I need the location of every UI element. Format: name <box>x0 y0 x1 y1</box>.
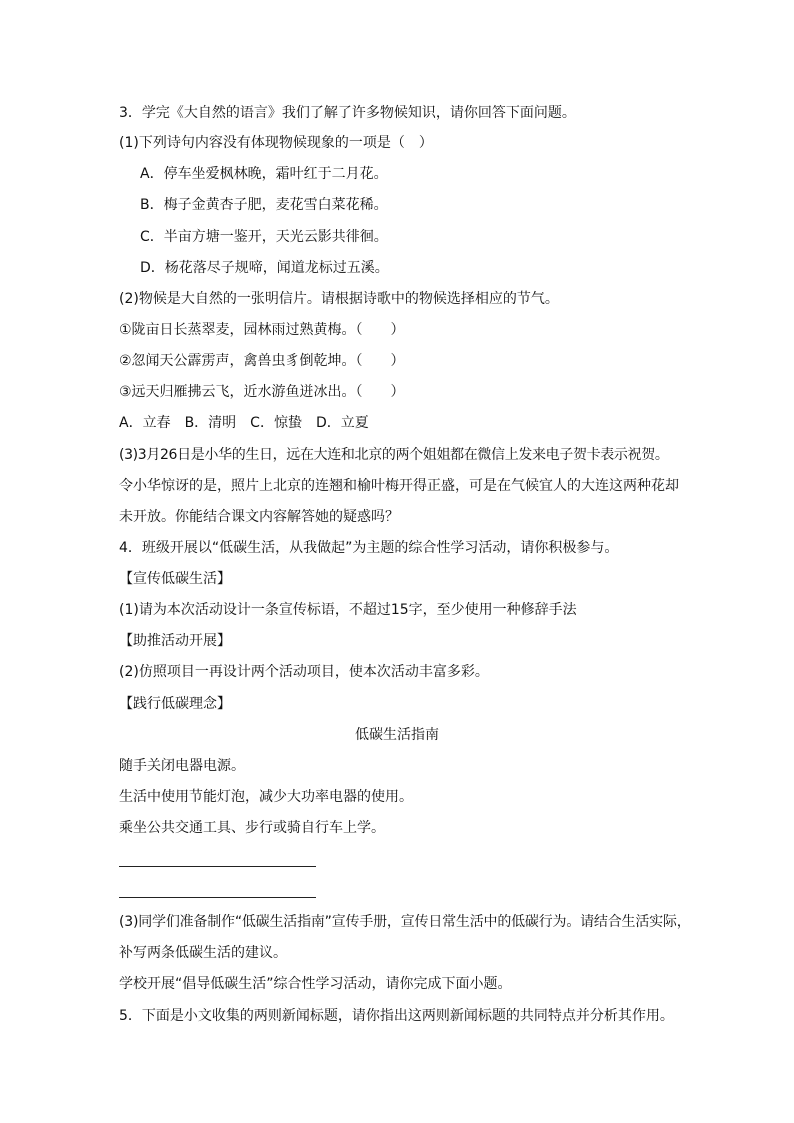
q3-sub1-stem: (1)下列诗句内容没有体现物候现象的一项是（ ） <box>119 135 433 151</box>
q3-sub3-line-1: (3)3月26日是小华的生日，远在大连和北京的两个姐姐都在微信上发来电子贺卡表示祝贺。 <box>119 447 669 463</box>
q3-sub2-item-2: ②忽闻天公霹雳声，禽兽虫豸倒乾坤。（ ） <box>119 353 405 369</box>
q4-title: 4．班级开展以“低碳生活，从我做起”为主题的综合性学习活动，请你积极参与。 <box>119 540 619 556</box>
q4-sub1: (1)请为本次活动设计一条宣传标语，不超过15字，至少使用一种修辞手法 <box>119 602 577 618</box>
guide-item-1: 随手关闭电器电源。 <box>119 758 245 774</box>
answer-blank-line-2 <box>119 897 316 898</box>
answer-blank-line-1 <box>119 866 316 867</box>
q4-sub3-line-2: 补写两条低碳生活的建议。 <box>119 945 287 961</box>
q4-section-activity: 【助推活动开展】 <box>119 633 231 649</box>
q3-option-d: D．杨花落尽子规啼，闻道龙标过五溪。 <box>140 260 389 276</box>
q4-section-promote: 【宣传低碳生活】 <box>119 571 231 587</box>
q4-sub2: (2)仿照项目一再设计两个活动项目，使本次活动丰富多彩。 <box>119 664 489 680</box>
q3-sub3-line-3: 未开放。你能结合课文内容解答她的疑惑吗？ <box>119 509 399 525</box>
q3-sub2-choices: A．立春 B．清明 C．惊蛰 D．立夏 <box>119 415 369 431</box>
q3-title: 3．学完《大自然的语言》我们了解了许多物候知识，请你回答下面问题。 <box>119 105 576 121</box>
q3-sub2-item-3: ③远天归雁拂云飞，近水游鱼迸冰出。（ ） <box>119 384 405 400</box>
q3-sub2-stem: (2)物候是大自然的一张明信片。请根据诗歌中的物候选择相应的节气。 <box>119 291 559 307</box>
q4-section-practice: 【践行低碳理念】 <box>119 696 231 712</box>
q3-option-c: C．半亩方塘一鉴开，天光云影共徘徊。 <box>140 229 388 245</box>
q3-option-b: B．梅子金黄杏子肥，麦花雪白菜花稀。 <box>140 197 388 213</box>
q4-sub3-line-1: (3)同学们准备制作“低碳生活指南”宣传手册，宣传日常生活中的低碳行为。请结合生活实际， <box>119 914 691 930</box>
q3-sub2-item-1: ①陇亩日长蒸翠麦，园林雨过熟黄梅。（ ） <box>119 322 405 338</box>
q3-option-a: A．停车坐爱枫林晚，霜叶红于二月花。 <box>140 166 388 182</box>
q3-sub3-line-2: 令小华惊讶的是，照片上北京的连翘和榆叶梅开得正盛，可是在气候宜人的大连这两种花却 <box>119 478 679 494</box>
guide-item-3: 乘坐公共交通工具、步行或骑自行车上学。 <box>119 820 385 836</box>
q5-title: 5．下面是小文收集的两则新闻标题，请你指出这两则新闻标题的共同特点并分析其作用。 <box>119 1008 674 1024</box>
guide-item-2: 生活中使用节能灯泡，减少大功率电器的使用。 <box>119 789 413 805</box>
guide-title: 低碳生活指南 <box>355 727 439 743</box>
q4-activity-note: 学校开展“倡导低碳生活”综合性学习活动，请你完成下面小题。 <box>119 976 512 992</box>
